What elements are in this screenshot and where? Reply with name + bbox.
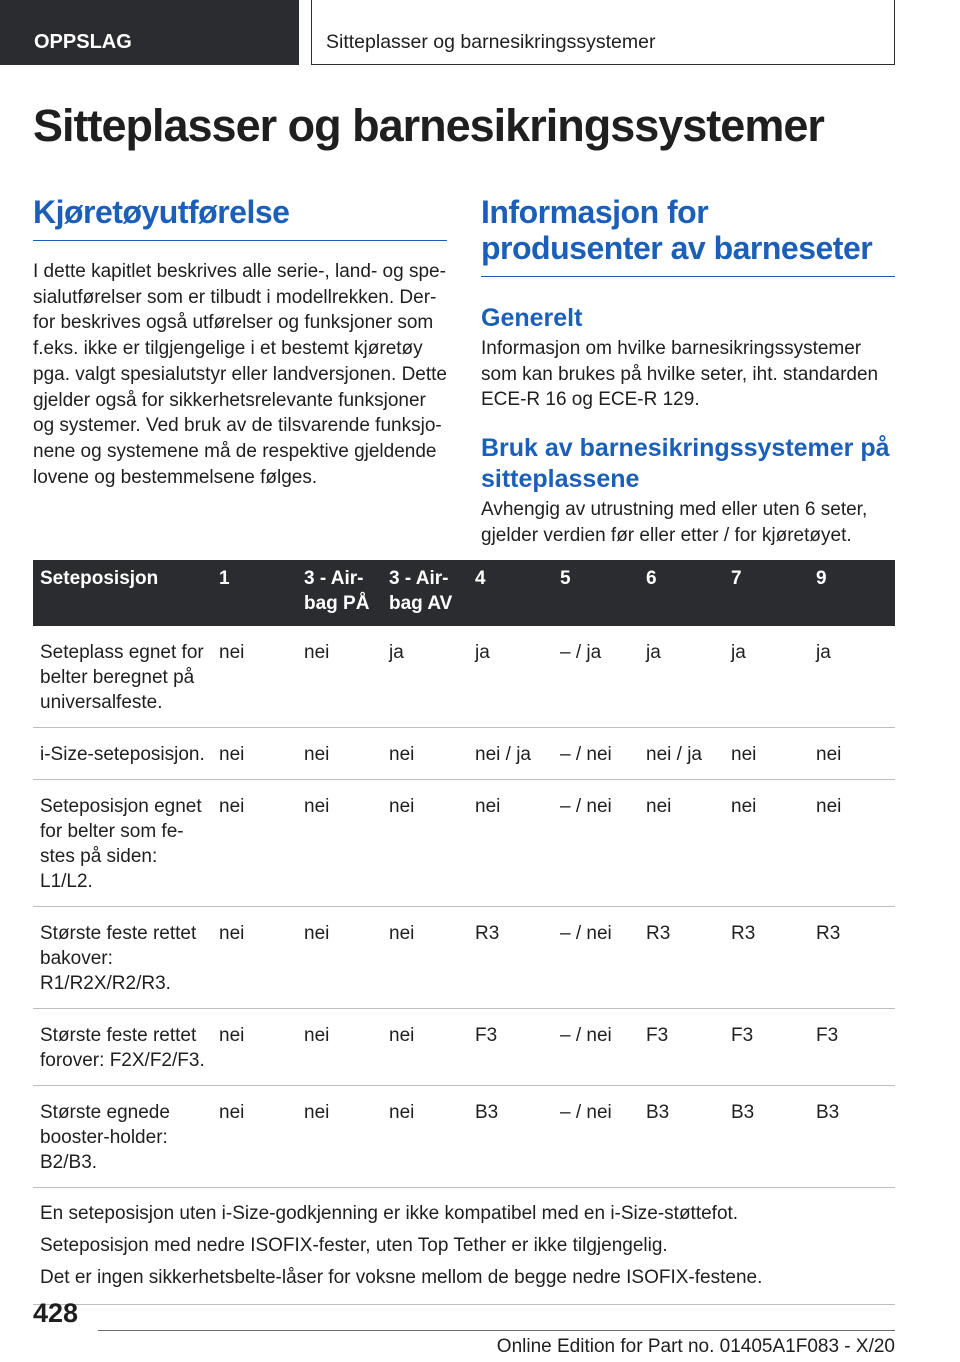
chapter-label: Sitteplasser og barnesikringssystemer (326, 31, 656, 53)
column-header: 5 (553, 560, 639, 626)
table-cell: R3 (639, 907, 724, 1009)
table-cell: nei / ja (639, 728, 724, 780)
footer-divider (98, 1330, 895, 1331)
vehicle-version-text: I dette kapitlet beskrives alle serie-, land- og spesialutførelser som er tilbudt i modellrekken. Derfor beskrives også utførelser og funksjoner som f.eks. ikke er tilgjengelige i et bestemt kjøretøy pga. valgt spesialutstyr eller landversjonen. Dette gjelder også for sikkerhetsrelevante funksjoner og systemer. Ved bruk av de tilsvarende funksjonene og systemene må de respektive gjeldende lovene og bestemmelsene følges. (33, 261, 448, 488)
table-cell: – / ja (553, 626, 639, 728)
table-cell: B3 (639, 1086, 724, 1188)
table-cell: nei (297, 780, 382, 907)
table-cell: F3 (468, 1009, 553, 1086)
row-label: Største egnede booster-holder: B2/B3. (33, 1086, 212, 1188)
table-cell: nei (382, 728, 468, 780)
row-label: Seteposisjon egnet for belter som festes på siden: L1/L2. (33, 780, 212, 907)
table-notes-row (33, 1188, 895, 1305)
table-cell: nei (809, 780, 895, 907)
table-cell: nei / ja (468, 728, 553, 780)
table-cell: – / nei (553, 1009, 639, 1086)
right-column (481, 190, 895, 549)
table-cell: R3 (724, 907, 809, 1009)
table-cell: nei (297, 728, 382, 780)
subheading-seat-usage: Bruk av barnesikringssystemer på sitteplassene (481, 434, 890, 494)
table-row (33, 1086, 895, 1188)
column-header: 6 (639, 560, 724, 626)
row-label: Største feste rettet forover: F2X/F2/F3. (33, 1009, 212, 1086)
table-cell: nei (297, 1009, 382, 1086)
table-notes (33, 1188, 895, 1305)
left-column (33, 190, 447, 490)
table-cell: nei (382, 1086, 468, 1188)
table-cell: F3 (809, 1009, 895, 1086)
table-cell: – / nei (553, 1086, 639, 1188)
table-cell: nei (212, 1009, 297, 1086)
subheading-general: Generelt (481, 304, 583, 332)
table-note: Seteposisjon med nedre ISOFIX-fester, uten Top Tether er ikke tilgjengelig. (40, 1235, 668, 1256)
section-tab (0, 0, 299, 65)
table-cell: nei (382, 780, 468, 907)
table-cell: nei (297, 907, 382, 1009)
footer-edition: Online Edition for Part no. 01405A1F083 - X/20 (496, 1336, 895, 1357)
table-cell: R3 (468, 907, 553, 1009)
table-row (33, 780, 895, 907)
table-note: Det er ingen sikkerhetsbelte-låser for voksne mellom de begge nedre ISOFIX-festene. (40, 1267, 763, 1288)
table-cell: – / nei (553, 728, 639, 780)
table-row (33, 1009, 895, 1086)
table-cell: ja (639, 626, 724, 728)
general-text: Informasjon om hvilke barnesikringssystemer som kan brukes på hvilke seter, iht. standarden ECE-R 16 og ECE-R 129. (481, 338, 879, 411)
column-header: 9 (809, 560, 895, 626)
row-label: Seteplass egnet for belter beregnet på universalfeste. (33, 626, 212, 728)
table-cell: – / nei (553, 907, 639, 1009)
page-number: 428 (33, 1298, 79, 1328)
table-cell: nei (382, 907, 468, 1009)
seat-usage-text: Avhengig av utrustning med eller uten 6 seter, gjelder verdien før eller etter / for kjøretøyet. (481, 499, 868, 546)
table-row (33, 626, 895, 728)
column-header: 7 (724, 560, 809, 626)
table-cell: nei (297, 626, 382, 728)
chapter-tab (311, 0, 895, 65)
table-cell: ja (468, 626, 553, 728)
seating-position-table (33, 560, 895, 1305)
table-cell: nei (724, 780, 809, 907)
column-header: 3 - Airbag PÅ (297, 560, 382, 626)
column-header: 3 - Airbag AV (382, 560, 468, 626)
row-label: i-Size-seteposisjon. (33, 728, 212, 780)
table-row (33, 728, 895, 780)
table-cell: nei (212, 728, 297, 780)
table-cell: nei (212, 626, 297, 728)
table-cell: nei (212, 907, 297, 1009)
column-header: 4 (468, 560, 553, 626)
table-cell: nei (639, 780, 724, 907)
table-cell: ja (724, 626, 809, 728)
table-cell: nei (212, 1086, 297, 1188)
table-note: En seteposisjon uten i-Size-godkjenning er ikke kompatibel med en i-Size-støttefot. (40, 1203, 739, 1224)
table-cell: B3 (724, 1086, 809, 1188)
table-row (33, 907, 895, 1009)
page-title: Sitteplasser og barnesikringssystemer (33, 100, 824, 151)
table-cell: nei (724, 728, 809, 780)
table-cell: F3 (639, 1009, 724, 1086)
table-cell: B3 (809, 1086, 895, 1188)
section-heading-vehicle-version: Kjøretøyutførelse (33, 190, 447, 241)
table-cell: ja (382, 626, 468, 728)
section-heading-child-seat-info: Informasjon for produsenter av barneseter (481, 190, 895, 277)
table-cell: F3 (724, 1009, 809, 1086)
table-cell: nei (468, 780, 553, 907)
column-header: Seteposisjon (33, 560, 212, 626)
table-cell: nei (212, 780, 297, 907)
table-cell: nei (297, 1086, 382, 1188)
table-header-row (33, 560, 895, 626)
table-cell: B3 (468, 1086, 553, 1188)
table-cell: nei (382, 1009, 468, 1086)
table-cell: ja (809, 626, 895, 728)
table-cell: – / nei (553, 780, 639, 907)
table-cell: R3 (809, 907, 895, 1009)
row-label: Største feste rettet bakover: R1/R2X/R2/R3. (33, 907, 212, 1009)
section-label: OPPSLAG (34, 31, 132, 53)
column-header: 1 (212, 560, 297, 626)
table-cell: nei (809, 728, 895, 780)
